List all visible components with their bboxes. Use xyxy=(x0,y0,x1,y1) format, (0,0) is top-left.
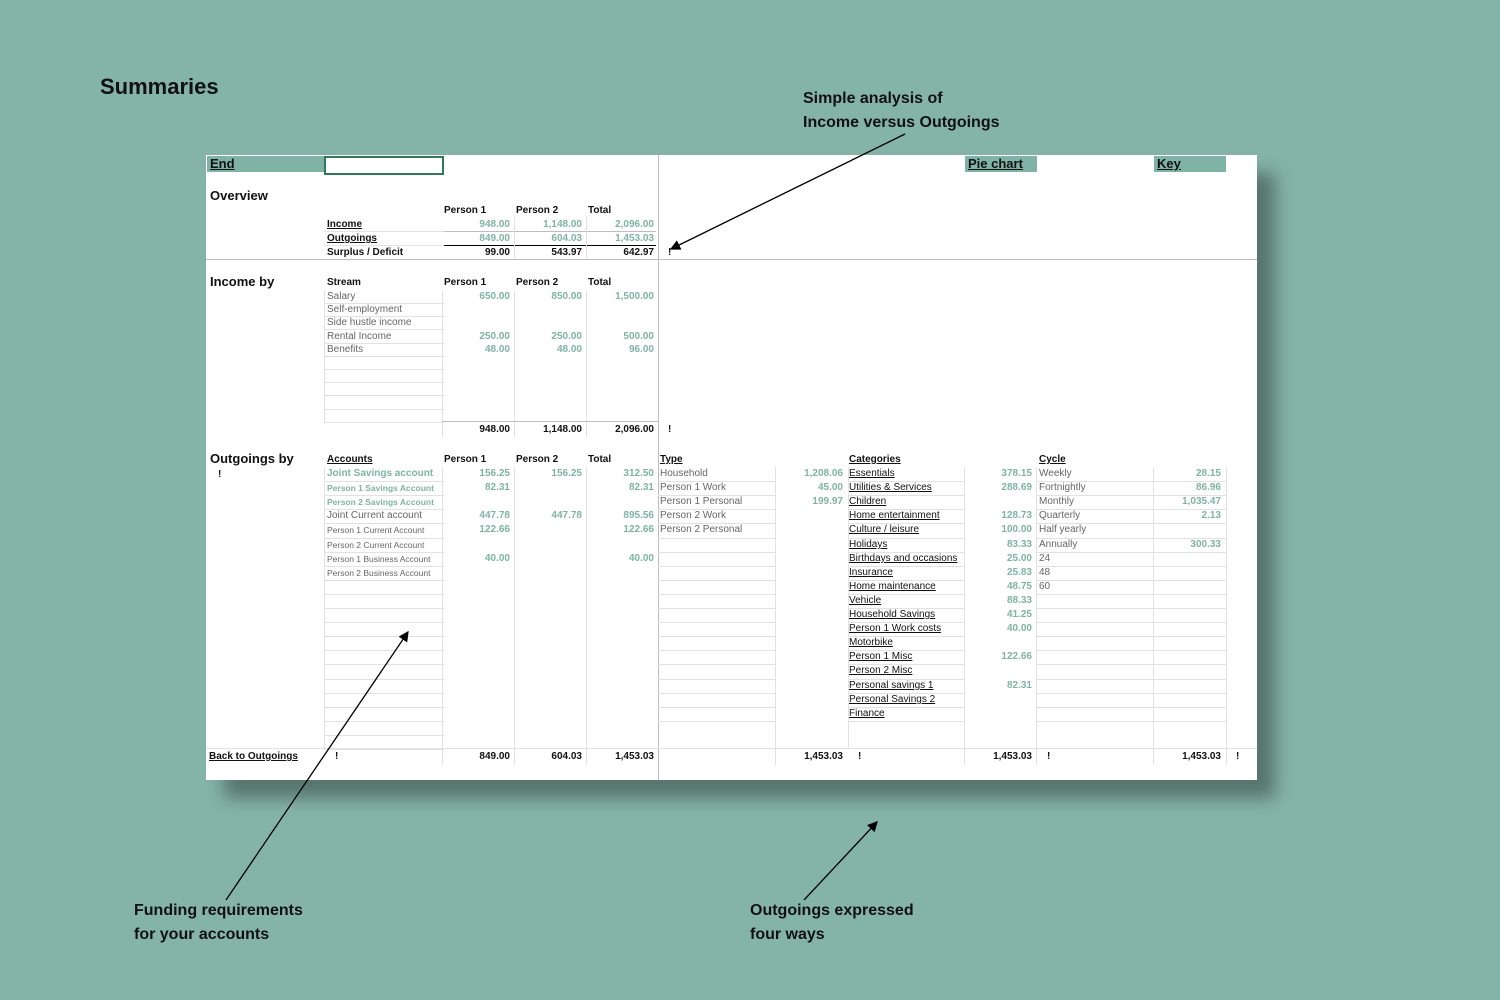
callout-line: Income versus Outgoings xyxy=(803,114,1000,131)
account-label: Person 2 Savings Account xyxy=(327,497,434,507)
account-person1: 156.25 xyxy=(479,468,510,479)
account-total: 122.66 xyxy=(623,524,654,535)
category-value: 25.83 xyxy=(1006,567,1032,578)
category-label[interactable]: Person 1 Work costs xyxy=(849,623,942,634)
category-value: 100.00 xyxy=(1001,524,1032,535)
back-to-outgoings-link[interactable]: Back to Outgoings xyxy=(209,751,298,762)
category-value: 122.66 xyxy=(1001,651,1032,662)
type-value: 199.97 xyxy=(812,496,843,507)
outgoings-total-person2: 604.03 xyxy=(551,751,582,762)
account-label: Joint Savings account xyxy=(327,468,434,479)
overview-row-total: 1,453.03 xyxy=(615,233,654,244)
surplus-person2: 543.97 xyxy=(551,247,582,258)
account-person1: 447.78 xyxy=(479,510,510,521)
income-person1: 250.00 xyxy=(479,331,510,342)
income-stream-label: Salary xyxy=(327,291,356,302)
income-total-person2: 1,148.00 xyxy=(543,424,582,435)
category-label[interactable]: Home maintenance xyxy=(849,581,936,592)
account-total: 40.00 xyxy=(628,553,654,564)
account-label: Person 1 Savings Account xyxy=(327,483,434,493)
outgoings-total-person1: 849.00 xyxy=(479,751,510,762)
col-header-person1: Person 1 xyxy=(444,277,487,288)
account-person1: 40.00 xyxy=(484,553,510,564)
income-person1: 650.00 xyxy=(479,291,510,302)
cycle-label: 48 xyxy=(1039,567,1051,578)
category-value: 288.69 xyxy=(1001,482,1032,493)
account-total: 895.56 xyxy=(623,510,654,521)
category-value: 128.73 xyxy=(1001,510,1032,521)
type-value: 1,208.06 xyxy=(804,468,843,479)
category-label[interactable]: Motorbike xyxy=(849,637,893,648)
cycle-label: Annually xyxy=(1039,539,1078,550)
category-value: 378.15 xyxy=(1001,468,1032,479)
arrow-to-overview xyxy=(671,134,905,249)
warning-mark: ! xyxy=(1047,751,1051,762)
callout-line: Simple analysis of xyxy=(803,90,943,107)
cycle-value: 28.15 xyxy=(1195,468,1221,479)
cycle-label: Monthly xyxy=(1039,496,1075,507)
category-label[interactable]: Insurance xyxy=(849,567,893,578)
category-label[interactable]: Person 1 Misc xyxy=(849,651,913,662)
category-label[interactable]: Finance xyxy=(849,708,885,719)
category-label[interactable]: Personal Savings 2 xyxy=(849,694,936,705)
category-value: 41.25 xyxy=(1006,609,1032,620)
income-stream-label: Benefits xyxy=(327,344,364,355)
col-header-total: Total xyxy=(588,454,612,465)
categories-col-header: Categories xyxy=(849,454,901,465)
account-label: Joint Current account xyxy=(327,510,423,521)
account-person1: 122.66 xyxy=(479,524,510,535)
callout-line: for your accounts xyxy=(134,926,270,943)
cycle-total: 1,453.03 xyxy=(1182,751,1221,762)
income-person1: 48.00 xyxy=(484,344,510,355)
overview-row-label[interactable]: Income xyxy=(327,219,363,230)
category-label[interactable]: Children xyxy=(849,496,887,507)
type-total: 1,453.03 xyxy=(804,751,843,762)
overview-row-person1: 948.00 xyxy=(479,219,510,230)
end-link-label: End xyxy=(210,156,235,171)
arrow-to-accounts xyxy=(226,632,408,900)
cycle-value: 86.96 xyxy=(1195,482,1221,493)
cycle-label: Half yearly xyxy=(1039,524,1087,535)
surplus-total: 642.97 xyxy=(623,247,654,258)
income-section-title: Income by xyxy=(210,274,275,289)
type-label: Person 2 Work xyxy=(660,510,726,521)
type-label: Household xyxy=(660,468,708,479)
outgoings-total-all: 1,453.03 xyxy=(615,751,654,762)
pie-chart-link-label: Pie chart xyxy=(968,156,1023,171)
category-label[interactable]: Person 2 Misc xyxy=(849,665,913,676)
category-label[interactable]: Culture / leisure xyxy=(849,524,920,535)
account-total: 312.50 xyxy=(623,468,654,479)
category-value: 48.75 xyxy=(1006,581,1032,592)
overview-title: Overview xyxy=(210,188,268,203)
type-col-header: Type xyxy=(660,454,683,465)
category-label[interactable]: Birthdays and occasions xyxy=(849,553,958,564)
account-person2: 447.78 xyxy=(551,510,582,521)
outgoings-section-title: Outgoings by xyxy=(210,451,294,466)
income-stream-label: Self-employment xyxy=(327,304,403,315)
type-label: Person 1 Work xyxy=(660,482,726,493)
type-value: 45.00 xyxy=(817,482,843,493)
income-total-all: 2,096.00 xyxy=(615,424,654,435)
overview-row-label[interactable]: Outgoings xyxy=(327,233,377,244)
overview-row-person1: 849.00 xyxy=(479,233,510,244)
arrow-to-outgoings-breakdowns xyxy=(804,822,877,900)
account-label: Person 2 Current Account xyxy=(327,540,425,550)
cycle-label: Quarterly xyxy=(1039,510,1081,521)
category-label[interactable]: Utilities & Services xyxy=(849,482,932,493)
cycle-value: 300.33 xyxy=(1190,539,1221,550)
cycle-col-header: Cycle xyxy=(1039,454,1066,465)
col-header-person2: Person 2 xyxy=(516,277,559,288)
accounts-col-header: Accounts xyxy=(327,454,373,465)
account-label: Person 1 Current Account xyxy=(327,525,425,535)
overview-row-person2: 1,148.00 xyxy=(543,219,582,230)
account-total: 82.31 xyxy=(628,482,654,493)
warning-mark: ! xyxy=(858,751,862,762)
type-label: Person 1 Personal xyxy=(660,496,743,507)
income-total: 500.00 xyxy=(623,331,654,342)
cycle-label: 24 xyxy=(1039,553,1051,564)
key-link-label: Key xyxy=(1157,156,1181,171)
col-header-person2: Person 2 xyxy=(516,205,559,216)
account-person2: 156.25 xyxy=(551,468,582,479)
category-value: 88.33 xyxy=(1006,595,1032,606)
account-label: Person 2 Business Account xyxy=(327,568,431,578)
page-title: Summaries xyxy=(100,74,219,99)
income-total: 1,500.00 xyxy=(615,291,654,302)
type-label: Person 2 Personal xyxy=(660,524,743,535)
warning-mark: ! xyxy=(335,751,339,762)
category-label[interactable]: Household Savings xyxy=(849,609,936,620)
stream-col-header: Stream xyxy=(327,277,361,288)
categories-total: 1,453.03 xyxy=(993,751,1032,762)
income-stream-label: Side hustle income xyxy=(327,317,412,328)
income-total: 96.00 xyxy=(628,344,654,355)
category-label[interactable]: Essentials xyxy=(849,468,895,479)
cycle-value: 2.13 xyxy=(1201,510,1221,521)
callout-line: four ways xyxy=(750,926,825,943)
cycle-label: Fortnightly xyxy=(1039,482,1086,493)
income-total-person1: 948.00 xyxy=(479,424,510,435)
income-person2: 250.00 xyxy=(551,331,582,342)
account-person1: 82.31 xyxy=(484,482,510,493)
callout-line: Funding requirements xyxy=(134,902,303,919)
category-value: 82.31 xyxy=(1006,680,1032,691)
cycle-label: Weekly xyxy=(1039,468,1072,479)
warning-mark: ! xyxy=(1236,751,1240,762)
warning-mark: ! xyxy=(218,469,222,480)
col-header-person1: Person 1 xyxy=(444,205,487,216)
cycle-value: 1,035.47 xyxy=(1182,496,1221,507)
col-header-total: Total xyxy=(588,205,612,216)
col-header-person1: Person 1 xyxy=(444,454,487,465)
overview-row-total: 2,096.00 xyxy=(615,219,654,230)
category-label[interactable]: Home entertainment xyxy=(849,510,940,521)
income-person2: 850.00 xyxy=(551,291,582,302)
overview-row-person2: 604.03 xyxy=(551,233,582,244)
account-label: Person 1 Business Account xyxy=(327,554,431,564)
warning-mark: ! xyxy=(668,424,672,435)
category-value: 40.00 xyxy=(1006,623,1032,634)
category-value: 83.33 xyxy=(1006,539,1032,550)
warning-mark: ! xyxy=(668,247,672,258)
category-label[interactable]: Vehicle xyxy=(849,595,882,606)
surplus-person1: 99.00 xyxy=(484,247,510,258)
category-label[interactable]: Holidays xyxy=(849,539,888,550)
income-person2: 48.00 xyxy=(556,344,582,355)
surplus-label: Surplus / Deficit xyxy=(327,247,404,258)
col-header-total: Total xyxy=(588,277,612,288)
category-value: 25.00 xyxy=(1006,553,1032,564)
cycle-label: 60 xyxy=(1039,581,1051,592)
col-header-person2: Person 2 xyxy=(516,454,559,465)
income-stream-label: Rental Income xyxy=(327,331,392,342)
category-label[interactable]: Personal savings 1 xyxy=(849,680,934,691)
callout-line: Outgoings expressed xyxy=(750,902,914,919)
